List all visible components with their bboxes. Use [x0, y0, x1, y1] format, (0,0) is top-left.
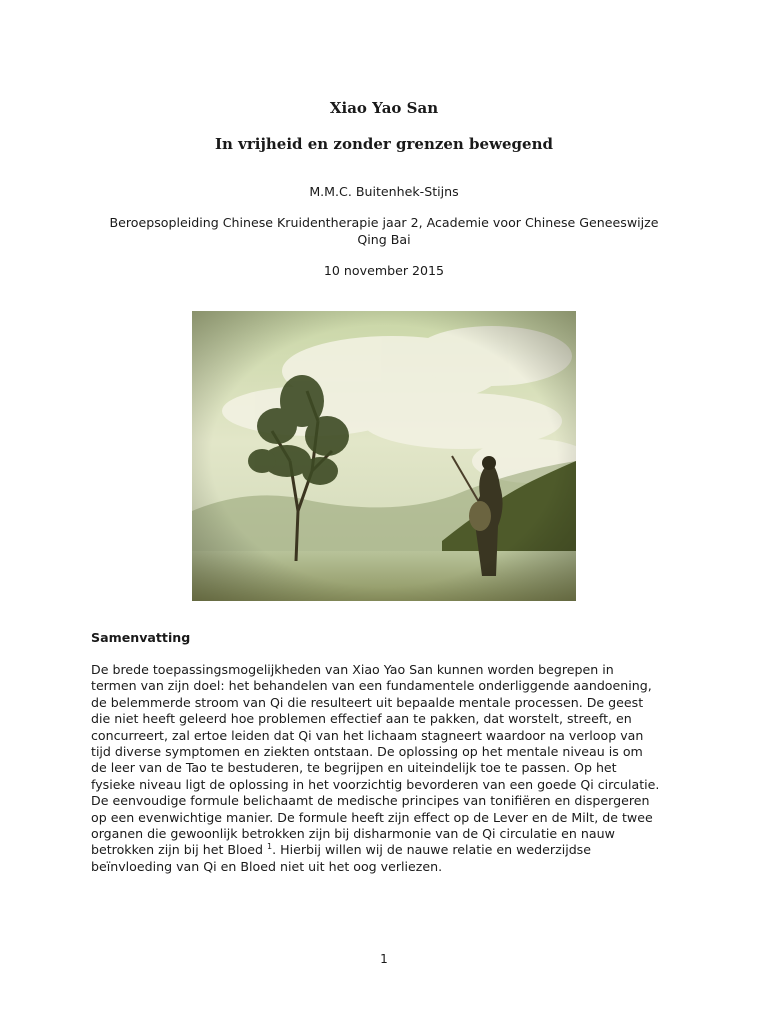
- affiliation-line-1: Beroepsopleiding Chinese Kruidentherapie jaar 2, Academie voor Chinese Geneeswijze: [109, 215, 659, 230]
- paragraph-line: organen die gewoonlijk betrokken zijn bij disharmonie van de Qi circulatie en nauw: [91, 826, 615, 842]
- paragraph-line: De eenvoudige formule belichaamt de medische principes van tonifiëren en dispergeren: [91, 793, 650, 809]
- page-number: 1: [380, 952, 388, 966]
- paragraph-line: termen van zijn doel: het behandelen van een fundamentele onderliggende aandoening,: [91, 678, 652, 694]
- document-subtitle: In vrijheid en zonder grenzen bewegend: [215, 135, 553, 153]
- paragraph-line-with-footnote: [91, 842, 691, 858]
- affiliation-line-2: Qing Bai: [357, 232, 411, 247]
- author: M.M.C. Buitenhek-Stijns: [309, 184, 459, 199]
- paragraph-line: de belemmerde stroom van Qi die resulteert uit bepaalde mentale processen. De geest: [91, 694, 644, 710]
- footnote-reference[interactable]: 1: [267, 842, 273, 852]
- paragraph-line: beïnvloeding van Qi en Bloed niet uit het oog verliezen.: [91, 858, 443, 874]
- paragraph-line: concurreert, zal ertoe leiden dat Qi van het lichaam stagneert waardoor na verloop van: [91, 727, 644, 743]
- paragraph-line: op een evenwichtige manier. De formule heeft zijn effect op de Lever en de Milt, de twee: [91, 809, 653, 825]
- paragraph-line-text: . Hierbij willen wij de nauwe relatie en wederzijdse: [272, 842, 591, 858]
- section-heading: Samenvatting: [91, 630, 191, 645]
- document-title: Xiao Yao San: [329, 99, 439, 117]
- landscape-photo-icon: [192, 311, 576, 601]
- summary-paragraph: [91, 662, 691, 875]
- paragraph-line: De brede toepassingsmogelijkheden van Xiao Yao San kunnen worden begrepen in: [91, 662, 614, 677]
- paragraph-line: fysieke niveau ligt de oplossing in het voorzichtig bevorderen van een goede Qi circulatie.: [91, 776, 660, 792]
- paragraph-line: de leer van de Tao te bestuderen, te begrijpen en uiteindelijk toe te passen. Op het: [91, 760, 617, 776]
- photo-vignette: [192, 311, 576, 601]
- paragraph-line-text: betrokken zijn bij het Bloed: [91, 842, 264, 858]
- paragraph-line: die niet heeft geleerd hoe problemen effectief aan te pakken, dat worstelt, streeft, en: [91, 711, 632, 727]
- document-date: 10 november 2015: [323, 263, 445, 278]
- landscape-illustration: [192, 311, 576, 601]
- paragraph-line: tijd diverse symptomen en ziekten ontstaan. De oplossing op het mentale niveau is om: [91, 744, 643, 760]
